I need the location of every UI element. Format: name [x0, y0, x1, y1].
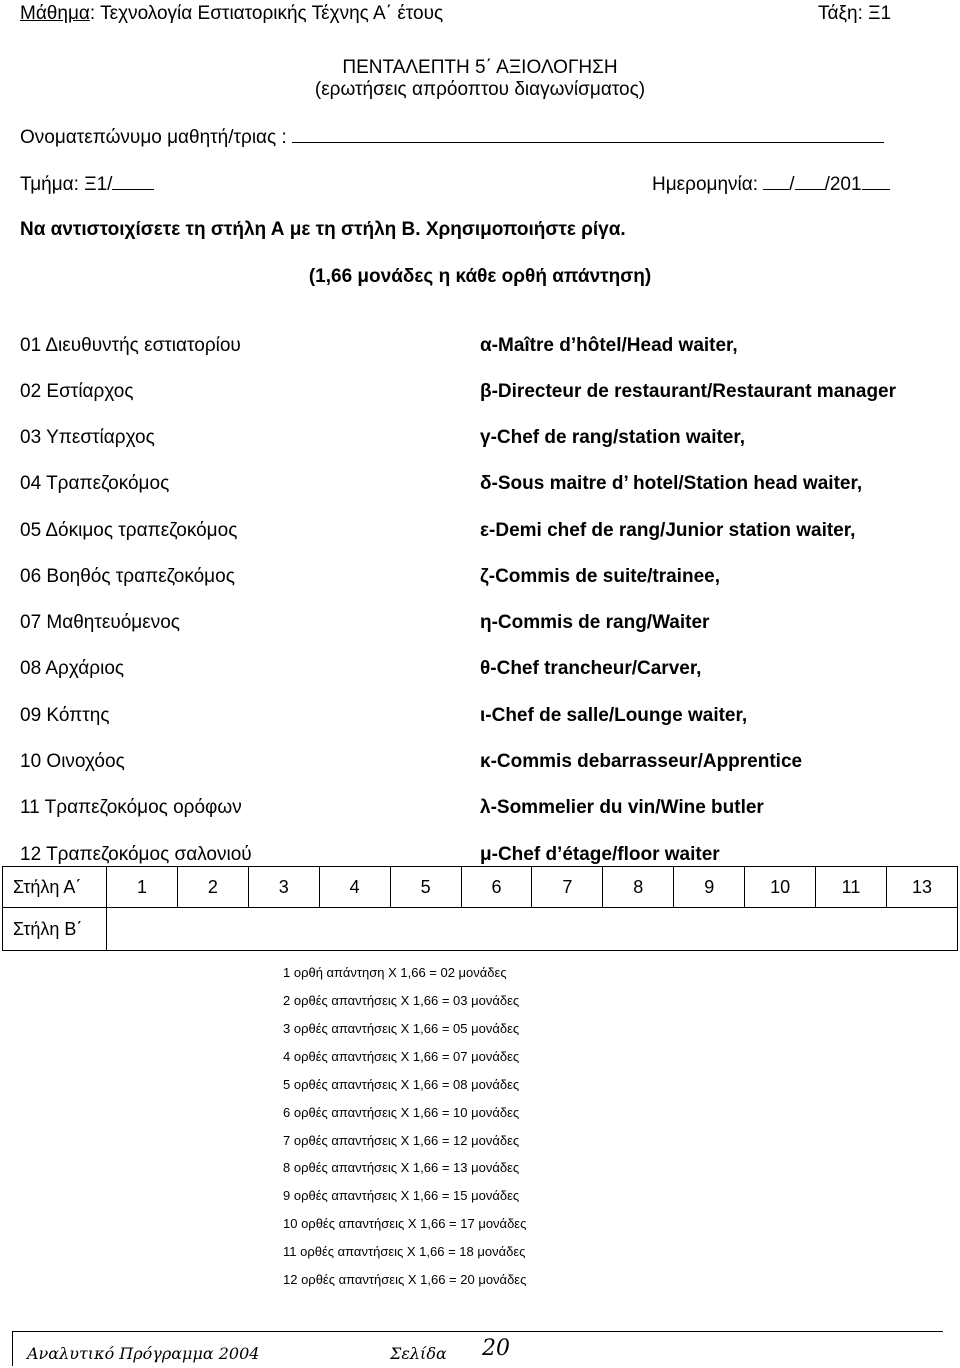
scoring-line: 4 ορθές απαντήσεις Χ 1,66 = 07 μονάδες	[283, 1049, 520, 1064]
row-b-label: Στήλη Β΄	[3, 908, 107, 951]
footer-program: Αναλυτικό Πρόγραμμα 2004	[27, 1344, 260, 1363]
date-separator: /	[789, 174, 795, 195]
scoring-line: 8 ορθές απαντήσεις Χ 1,66 = 13 μονάδες	[283, 1160, 520, 1175]
subject-line	[20, 3, 443, 25]
footer-page-label: Σελίδα	[390, 1344, 447, 1363]
answer-number: 9	[674, 867, 745, 908]
answer-number: 4	[319, 867, 390, 908]
scoring-line: 11 ορθές απαντήσεις Χ 1,66 = 18 μονάδες	[283, 1244, 526, 1259]
column-a-item: 12 Τραπεζοκόμος σαλονιού	[20, 844, 252, 865]
exam-title: ΠΕΝΤΑΛΕΠΤΗ 5΄ ΑΞΙΟΛΟΓΗΣΗ	[342, 57, 618, 78]
date-day-blank[interactable]	[763, 175, 789, 190]
footer-page-number: 20	[482, 1336, 510, 1361]
answer-number: 10	[745, 867, 816, 908]
column-b-item: δ-Sous maitre d’ hotel/Station head waiter,	[480, 473, 863, 494]
column-b-item: β-Directeur de restaurant/Restaurant manager	[480, 381, 897, 402]
answer-row-b	[3, 908, 958, 951]
date-year-blank[interactable]	[862, 175, 890, 190]
student-name-label: Ονοματεπώνυμο μαθητή/τριας :	[20, 127, 287, 148]
instructions: Να αντιστοιχίσετε τη στήλη Α με τη στήλη Β. Χρησιμοποιήστε ρίγα.	[20, 219, 626, 240]
class-label: Τάξη: Ξ1	[818, 3, 892, 24]
column-a-item: 06 Βοηθός τραπεζοκόμος	[20, 566, 235, 587]
section-row	[20, 174, 154, 196]
date-label: Ημερομηνία:	[652, 174, 759, 195]
column-b-item: λ-Sommelier du vin/Wine butler	[480, 797, 764, 818]
scoring-line: 6 ορθές απαντήσεις Χ 1,66 = 10 μονάδες	[283, 1105, 520, 1120]
column-a-item: 11 Τραπεζοκόμος ορόφων	[20, 797, 242, 818]
exam-subtitle: (ερωτήσεις απρόοπτου διαγωνίσματος)	[314, 79, 646, 100]
answer-number: 11	[816, 867, 887, 908]
column-b-item: ε-Demi chef de rang/Junior station waiter,	[480, 520, 856, 541]
column-a-item: 01 Διευθυντής εστιατορίου	[20, 335, 241, 356]
column-a-item: 04 Τραπεζοκόμος	[20, 473, 170, 494]
answer-table	[2, 866, 958, 951]
date-row	[652, 174, 890, 196]
column-b-item: κ-Commis debarrasseur/Apprentice	[480, 751, 803, 772]
scoring-line: 2 ορθές απαντήσεις Χ 1,66 = 03 μονάδες	[283, 993, 520, 1008]
column-b-item: α-Maître d’hôtel/Head waiter,	[480, 335, 738, 356]
column-a-item: 08 Αρχάριος	[20, 658, 125, 679]
answer-number: 5	[390, 867, 461, 908]
row-a-label: Στήλη Α΄	[3, 867, 107, 908]
column-b-item: μ-Chef d’étage/floor waiter	[480, 844, 720, 865]
subject-label: Μάθημα	[20, 3, 90, 24]
column-b-item: θ-Chef trancheur/Carver,	[480, 658, 702, 679]
answer-number: 6	[461, 867, 532, 908]
date-month-blank[interactable]	[795, 175, 825, 190]
student-name-row	[20, 127, 884, 149]
column-a-item: 03 Υπεστίαρχος	[20, 427, 155, 448]
column-a-item: 10 Οινοχόος	[20, 751, 125, 772]
column-a-item: 05 Δόκιμος τραπεζοκόμος	[20, 520, 238, 541]
answer-number: 13	[886, 867, 957, 908]
student-name-blank[interactable]	[292, 128, 884, 143]
scoring-line: 1 ορθή απάντηση Χ 1,66 = 02 μονάδες	[283, 965, 507, 980]
answer-row-a	[3, 867, 958, 908]
column-a-item: 02 Εστίαρχος	[20, 381, 134, 402]
column-b-item: η-Commis de rang/Waiter	[480, 612, 710, 633]
answer-number: 8	[603, 867, 674, 908]
points-note: (1,66 μονάδες η κάθε ορθή απάντηση)	[308, 266, 652, 287]
scoring-line: 9 ορθές απαντήσεις Χ 1,66 = 15 μονάδες	[283, 1188, 520, 1203]
column-b-item: ζ-Commis de suite/trainee,	[480, 566, 720, 587]
answer-cell[interactable]	[107, 908, 958, 951]
section-blank[interactable]	[112, 175, 154, 190]
column-a-item: 09 Κόπτης	[20, 705, 110, 726]
date-year: /201	[824, 174, 862, 195]
scoring-line: 12 ορθές απαντήσεις Χ 1,66 = 20 μονάδες	[283, 1272, 527, 1287]
answer-number: 2	[177, 867, 248, 908]
scoring-line: 5 ορθές απαντήσεις Χ 1,66 = 08 μονάδες	[283, 1077, 520, 1092]
column-b-item: ι-Chef de salle/Lounge waiter,	[480, 705, 748, 726]
subject-value: : Τεχνολογία Εστιατορικής Τέχνης Α΄ έτους	[89, 3, 444, 24]
answer-number: 7	[532, 867, 603, 908]
answer-number: 3	[248, 867, 319, 908]
scoring-line: 3 ορθές απαντήσεις Χ 1,66 = 05 μονάδες	[283, 1021, 520, 1036]
answer-number: 1	[107, 867, 178, 908]
scoring-line: 10 ορθές απαντήσεις Χ 1,66 = 17 μονάδες	[283, 1216, 527, 1231]
section-label: Τμήμα: Ξ1/	[20, 174, 113, 195]
scoring-line: 7 ορθές απαντήσεις Χ 1,66 = 12 μονάδες	[283, 1133, 520, 1148]
column-a-item: 07 Μαθητευόμενος	[20, 612, 180, 633]
column-b-item: γ-Chef de rang/station waiter,	[480, 427, 745, 448]
